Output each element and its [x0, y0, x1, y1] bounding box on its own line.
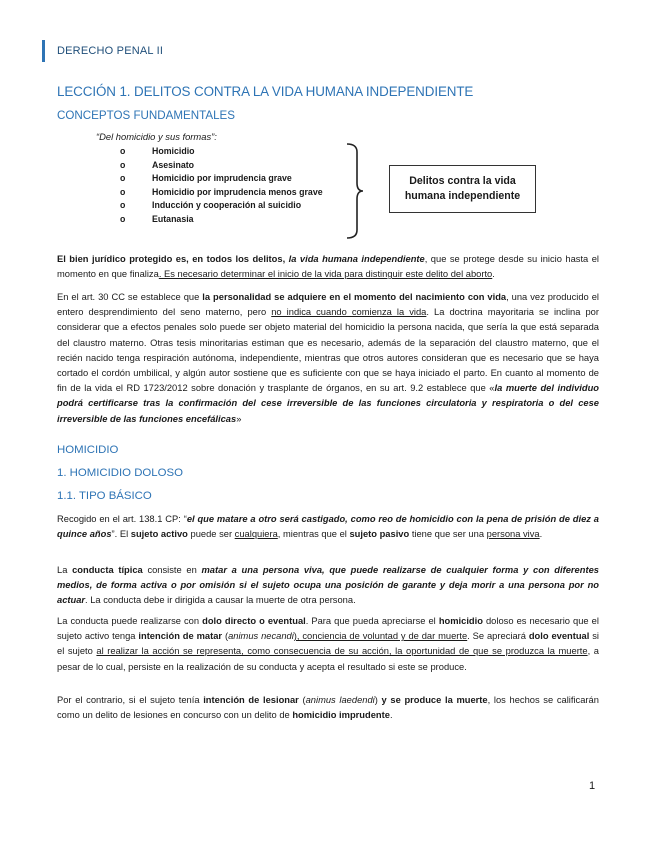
concepts-heading: CONCEPTOS FUNDAMENTALES	[57, 109, 236, 122]
concepts-intro: “Del homicidio y sus formas”:	[96, 131, 217, 142]
paragraph-dolo: La conducta puede realizarse con dolo directo o eventual. Para que pueda apreciarse el homicidio doloso es necesario que el sujeto activo tenga intención de matar (animus necandi), conciencia de voluntad y de dar muerte. Se apreciará dolo eventual si el sujeto al realizar la acción se representa, como consecuencia de su acción, la oportunidad de que se produzca la muerte, a pesar de lo cual, persiste en la realización de su conducta y acepta el resultado si este se produce.	[57, 616, 599, 672]
list-item-label: Inducción y cooperación al suicidio	[152, 200, 302, 211]
section-homicidio: HOMICIDIO	[57, 444, 119, 456]
course-header: DERECHO PENAL II	[57, 45, 164, 57]
bullet-icon: o	[120, 173, 126, 184]
list-item-label: Homicidio por imprudencia menos grave	[152, 186, 323, 197]
list-item	[120, 186, 323, 200]
paragraph-lesiones: Por el contrario, si el sujeto tenía intención de lesionar (animus laedendi) y se produce la muerte, los hechos se calificarán como un delito de lesiones en concurso con un delito de homicidio imprudente.	[57, 695, 599, 721]
bullet-icon: o	[120, 200, 126, 211]
list-item	[120, 213, 323, 227]
section-homicidio-doloso: 1. HOMICIDIO DOLOSO	[57, 467, 183, 479]
list-item-label: Asesinato	[152, 159, 195, 170]
concept-summary-box	[389, 165, 536, 213]
list-item-label: Eutanasia	[152, 213, 194, 224]
bullet-icon: o	[120, 213, 126, 224]
page-number: 1	[589, 780, 596, 792]
box-label-line2: humana independiente	[404, 190, 521, 202]
list-item	[120, 172, 323, 186]
bullet-icon: o	[120, 159, 126, 170]
section-tipo-basico: 1.1. TIPO BÁSICO	[57, 490, 152, 502]
list-item-label: Homicidio por imprudencia grave	[152, 173, 292, 184]
paragraph-bien-juridico: El bien jurídico protegido es, en todos los delitos, la vida humana independiente, que se protege desde su inicio hasta el momento en que finaliza. Es necesario determinar el inicio de la vida para distinguir este delito del aborto.	[57, 254, 600, 280]
bullet-icon: o	[120, 146, 126, 156]
list-item	[120, 145, 323, 159]
concepts-list	[120, 145, 323, 227]
paragraph-conducta-tipica: La conducta típica consiste en matar a una persona viva, que puede realizarse de cualquier forma y con diferentes medios, de forma activa o por omisión si el sujeto ocupa una posición de garante y deja morir a una persona por no actuar. La conducta debe ir dirigida a causar la muerte de otra persona.	[57, 565, 599, 606]
right-brace-icon	[345, 143, 365, 239]
header-accent-bar	[42, 40, 45, 62]
list-item	[120, 159, 323, 173]
box-label-line1: Delitos contra la vida	[409, 175, 516, 187]
lesson-title: LECCIÓN 1. DELITOS CONTRA LA VIDA HUMANA INDEPENDIENTE	[57, 84, 474, 99]
list-item	[120, 199, 323, 213]
paragraph-art30: En el art. 30 CC se establece que la personalidad se adquiere en el momento del nacimiento con vida, una vez producido el entero desprendimiento del seno materno, pero no indica cuando comienza la vida. La doctrina mayoritaria se inclina por considerar que a efectos penales solo puede ser objeto material del homicidio la persona nacida, que sería la que está separada del claustro materno. Otras tesis minoritarias estiman que es necesario, además de la separación del claustro materno, que el recién nacido tenga respiración autónoma, independiente, mientras que otros autores consideran que es necesario que se haya cortado el cordón umbilical, y algún autor sostiene que es suficiente con que se haya iniciado el parto. En cuanto al momento de fin de la vida el RD 1723/2012 sobre donación y trasplante de órganos, en su art. 9.2 establece que «la muerte del individuo podrá certificarse tras la confirmación del cese irreversible de las funciones circulatoria y respiratoria o del cese irreversible de las funciones encefálicas»	[57, 292, 600, 424]
bullet-icon: o	[120, 186, 126, 197]
list-item-label: Homicidio	[152, 146, 195, 156]
paragraph-art138: Recogido en el art. 138.1 CP: “el que matare a otro será castigado, como reo de homicidio con la pena de prisión de diez a quince años”. El sujeto activo puede ser cualquiera, mientras que el sujeto pasivo tiene que ser una persona viva.	[57, 514, 599, 540]
